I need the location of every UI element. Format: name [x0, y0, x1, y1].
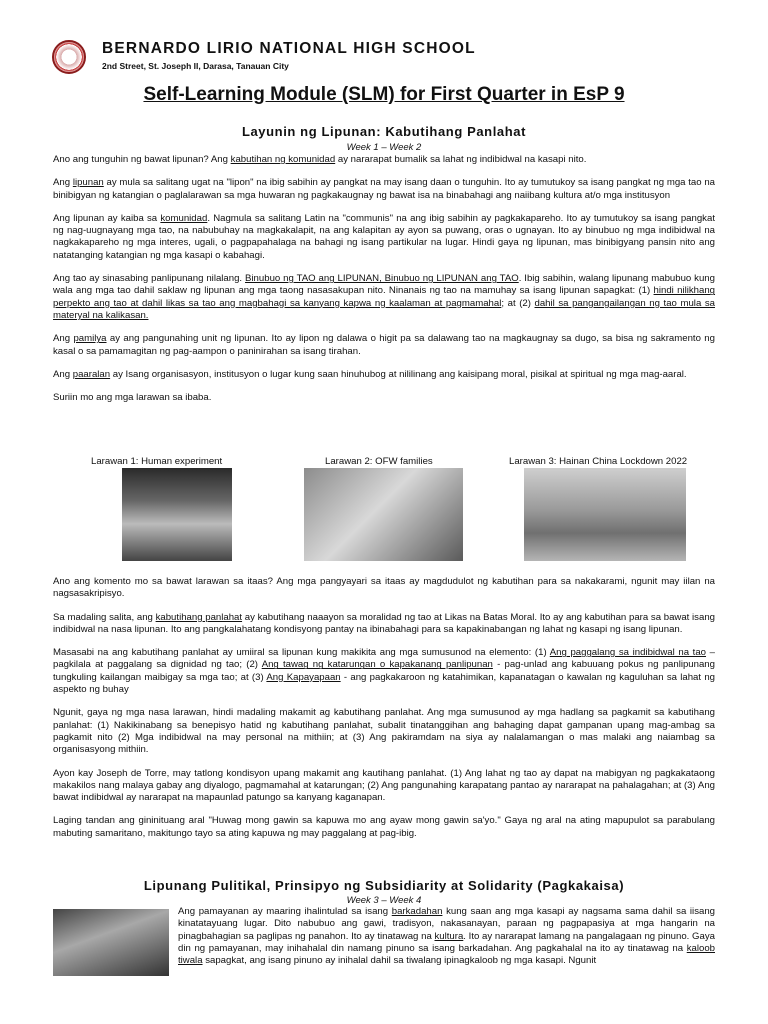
school-header — [52, 38, 732, 78]
section-1-body — [53, 154, 715, 415]
paragraph: Sa madaling salita, ang kabutihang panlahat ay kabutihang naaayon sa moralidad ng tao at Likas na Batas Moral. Ito ay ang kabutihan para sa bawat isang indibidwal na nasa lipunan. Ito ang pangkalahatang kondisyong pantay na ibinabahagi para sa kapakinabangan ng lahat ng kasapi ng isang lipunan. — [53, 611, 715, 635]
paragraph: Ang pamilya ay ang pangunahing unit ng lipunan. Ito ay lipon ng dalawa o higit pa sa dalawang tao na magkaugnay sa dugo, sa bisa ng sakramento ng kasal o sa pamamagitan ng pag-aampon o paninirahan sa isang tirahan. — [53, 333, 715, 357]
image-caption-2: Larawan 2: OFW families — [325, 456, 433, 467]
section-1-body-continued — [53, 576, 715, 851]
paragraph: Ang lipunan ay kaiba sa komunidad. Nagmula sa salitang Latin na "communis" na ang ibig sabihin ay pagkakapareho. Ito ay tumutukoy sa isang pangkat ng nag-uugnayang mga tao, na nabubuhay na magkakalapit, na ang kalapitan ay ayon sa puwang, oras o ugnayan. Ito ay binubuo ng mga indibidwal na nagkakapareho ng mga interes, ugali, o pagpapahalaga na bahagi ng isang partikular na lugar. Hindi gaya ng lipunan, mas binibigyang pansin nito ang natatanging katangian ng mga kasapi o kabahagi. — [53, 212, 715, 261]
paragraph: Ayon kay Joseph de Torre, may tatlong kondisyon upang makamit ang kautihang panlahat. (1) Ang lahat ng tao ay dapat na mabigyan ng pagkakataong makakilos nang malaya gabay ang diyalogo, pagmamahal at katarungan; (2) Ang pangunahing karapatang pantao ay nararapat na pahalagahan; at (3) Ang bawat indibidwal ay nararapat na mapaunlad patungo sa kanyang kaganapan. — [53, 767, 715, 804]
school-name: BERNARDO LIRIO NATIONAL HIGH SCHOOL — [102, 40, 476, 57]
school-address: 2nd Street, St. Joseph II, Darasa, Tanauan City — [102, 61, 289, 71]
human-experiment-photo — [122, 468, 232, 561]
school-seal-icon — [52, 40, 86, 74]
image-caption-1: Larawan 1: Human experiment — [91, 456, 223, 467]
section-title-2: Lipunang Pulitikal, Prinsipyo ng Subsidiarity at Solidarity (Pagkakaisa) — [143, 878, 625, 893]
section-title-1: Layunin ng Lipunan: Kabutihang Panlahat — [241, 124, 527, 139]
page-title: Self-Learning Module (SLM) for First Quarter in EsP 9 — [143, 84, 625, 105]
paragraph: Ngunit, gaya ng mga nasa larawan, hindi madaling makamit ag kabutihang panlahat. Ang mga sumusunod ay mga hadlang sa pagkamit sa kabutihang panlahat: (1) Nakikinabang sa benepisyo hatid ng kabutihang panlahat, subalit tinatanggihan ang bahaging dapat gampanan upang mag-ambag sa pagkamit nito (2) Mga indibidwal na may personal na mithiin; at (3) Ang pakiramdam na siya ay nalalamangan o mas malaki ang naiambag sa organisasyong mithiin. — [53, 707, 715, 756]
paragraph: Ano ang tunguhin ng bawat lipunan? Ang kabutihan ng komunidad ay nararapat bumalik sa lahat ng indibidwal na kasapi nito. — [53, 154, 587, 165]
barkadahan-photo — [53, 909, 169, 976]
paragraph: Ano ang komento mo sa bawat larawan sa itaas? Ang mga pangyayari sa itaas ay magdudulot ng kabutihan para sa nakakarami, ngunit may iilan na nagsasakripisyo. — [53, 576, 715, 600]
paragraph: Ang lipunan ay mula sa salitang ugat na "lipon" na ibig sabihin ay pangkat na may isang daan o tunguhin. Ito ay tumutukoy sa isang pangkat ng mga tao na binibigyan ng katangian o paglalarawan sa mga huwaran ng pagkakaugnay ng bawat isa na binabahagi ang naiibang kultura at/o mga institusyon — [53, 177, 715, 201]
ofw-families-photo — [304, 468, 463, 561]
paragraph: Laging tandan ang gininituang aral "Huwag mong gawin sa kapuwa mo ang ayaw mong gawin sa'yo." Gaya ng aral na ating mapupulot sa parabulang mabuting samaritano, makitungo tayo sa ating kapuwa ng may paggalang at pag-ibig. — [53, 815, 715, 839]
paragraph: Ang tao ay sinasabing panlipunang nilalang. Binubuo ng TAO ang LIPUNAN, Binubuo ng LIPUNAN ang TAO. Ibig sabihin, walang lipunang mabubuo kung wala ang mga tao dahil saklaw ng lipunan ang mga taong nasasakupan nito. Ninanais ng tao na mamuhay sa isang lipunan sapagkat: (1) hindi nilikhang perpekto ang tao at dahil likas sa tao ang magbahagi sa kanyang kapwa ng kaalaman at pagmamahal; at (2) dahil sa pangangailangan ng tao mula sa materyal na kalikasan. — [53, 273, 716, 321]
section-week-1: Week 1 – Week 2 — [346, 142, 422, 153]
image-caption-3: Larawan 3: Hainan China Lockdown 2022 — [509, 456, 688, 467]
paragraph: Masasabi na ang kabutihang panlahat ay umiiral sa lipunan kung makikita ang mga sumusunod na elemento: (1) Ang paggalang sa indibidwal na tao – pagkilala at paggalang sa dignidad ng tao; (2) Ang tawag ng katarungan o kapakanang panlipunan - pag-unlad ang kabuuang pokus ng panlipunang tungkuling kailangan maibigay sa mga tao; at (3) Ang Kapayapaan - ang pagkakaroon ng katahimikan, kapanatagan o kawalan ng kaguluhan sa lahat ng aspekto ng buhay — [53, 647, 715, 696]
lockdown-photo — [524, 468, 686, 561]
paragraph: Suriin mo ang mga larawan sa ibaba. — [53, 392, 212, 404]
section-week-2: Week 3 – Week 4 — [346, 895, 422, 906]
paragraph: Ang paaralan ay Isang organisasyon, institusyon o lugar kung saan hinuhubog at nililinang ang kaisipang moral, pisikal at spiritual ng mga mag-aaral. — [53, 368, 687, 380]
section-2-body: Ang pamayanan ay maaring ihalintulad sa isang barkadahan kung saan ang mga kasapi ay nagsama sama dahil sa iisang kinatatayuang lugar. Dito nabubuo ang gawi, tradisyon, nakasanayan, paraan ng pagpapasiya at mga hangarin na pinagbahagian sa paglipas ng panahon. Ito ay tinatawag na kultura. Ito ay nararapat lamang na pangalagaan ng pinuno. Gaya din ng pamayanan, may inihahalal din namang pinuno sa isang barkadahan. Ang pagkahalal na ito ay tinatawag na kaloob tiwala sapagkat, ang isang pinuno ay inihalal dahil sa tiwalang ipinagkaloob ng mga kasapi. Ngunit — [178, 906, 715, 967]
